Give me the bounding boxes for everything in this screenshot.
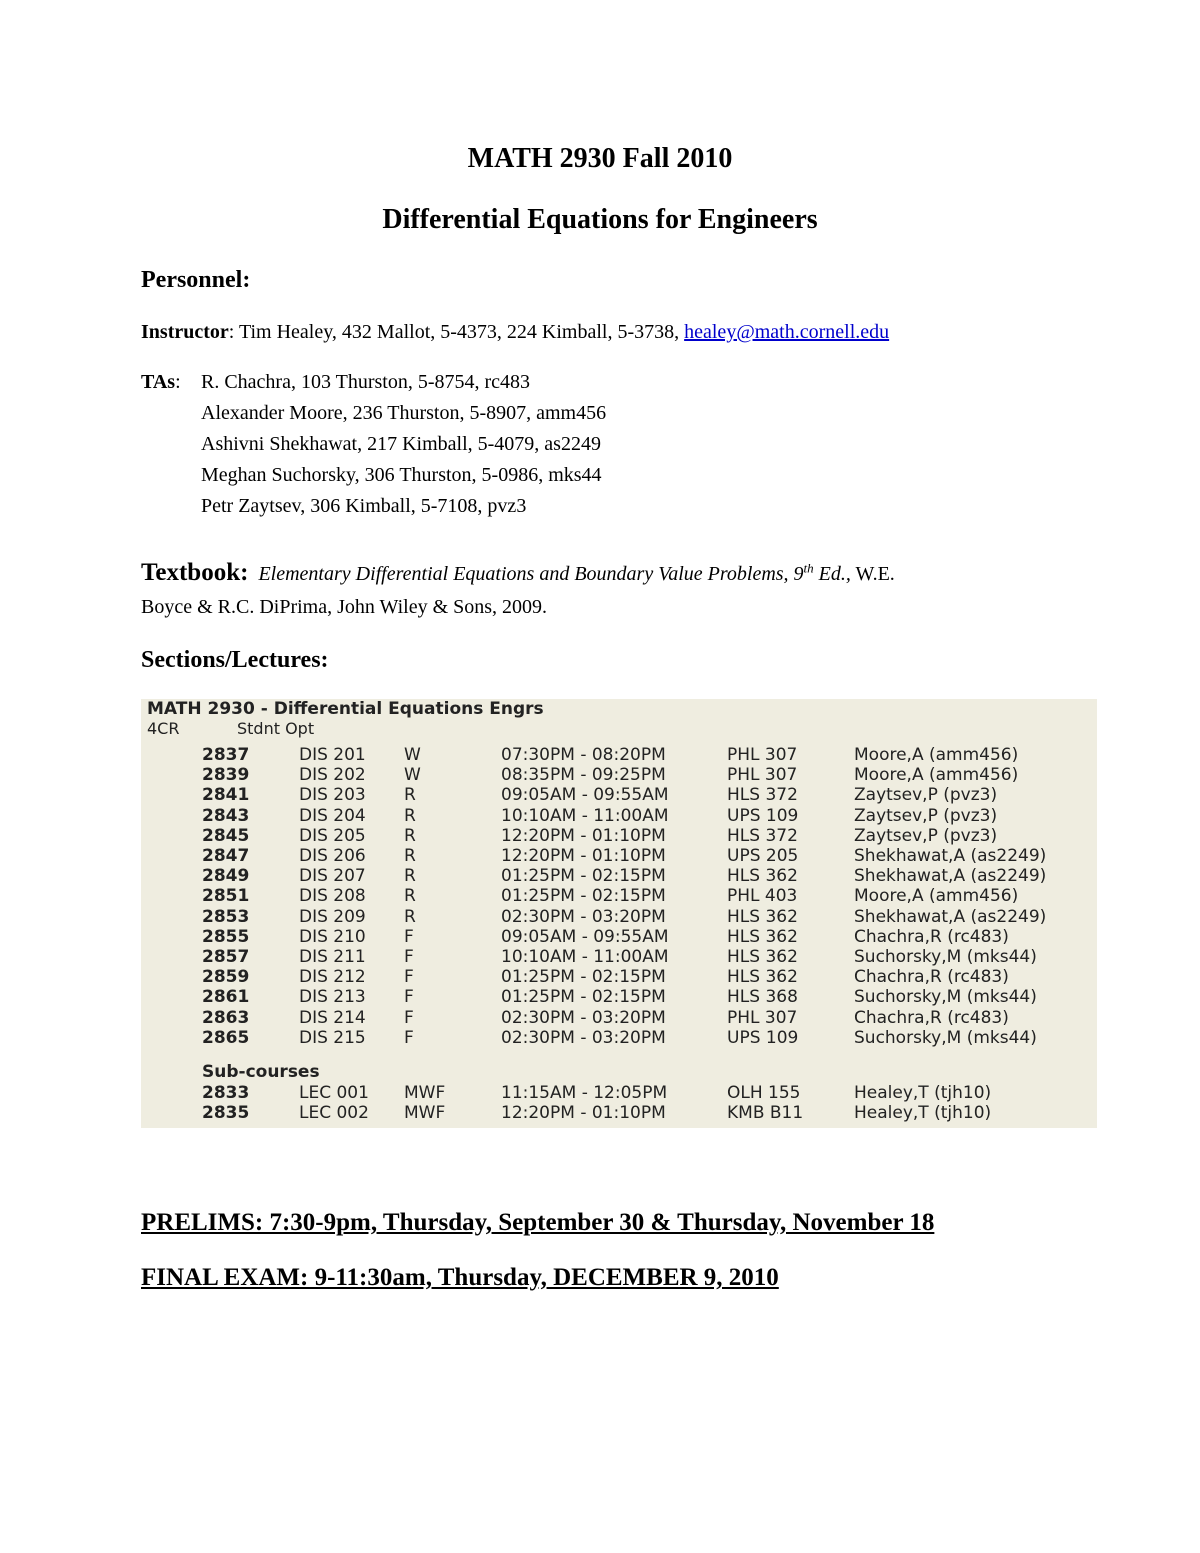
section-time: 02:30PM - 03:20PM — [501, 1027, 666, 1048]
section-row — [141, 947, 1097, 967]
sections-heading: Sections/Lectures: — [141, 647, 329, 673]
section-type: DIS 215 — [299, 1027, 366, 1048]
instructor-label: Instructor — [141, 321, 229, 343]
section-days: F — [404, 1007, 414, 1028]
section-days: R — [404, 866, 416, 887]
section-row — [141, 987, 1097, 1007]
section-instructor: Moore,A (amm456) — [854, 745, 1019, 765]
tas-label: TAs — [141, 371, 176, 393]
section-number: 2863 — [202, 1007, 250, 1028]
section-time: 10:10AM - 11:00AM — [501, 805, 669, 826]
section-room: UPS 109 — [727, 805, 799, 826]
section-instructor: Moore,A (amm456) — [854, 765, 1019, 786]
ta-item: Alexander Moore, 236 Thurston, 5-8907, amm456 — [201, 402, 607, 424]
grade-option-label: Stdnt Opt — [237, 719, 315, 738]
section-room: UPS 109 — [727, 1027, 799, 1048]
tas-colon: : — [175, 371, 181, 393]
section-type: DIS 201 — [299, 745, 366, 765]
section-number: 2849 — [202, 866, 250, 887]
section-instructor: Shekhawat,A (as2249) — [854, 866, 1047, 887]
tas-label-line — [141, 371, 181, 394]
section-days: R — [404, 846, 416, 866]
section-type: DIS 208 — [299, 886, 366, 907]
section-row — [141, 907, 1097, 927]
section-time: 01:25PM - 02:15PM — [501, 987, 666, 1008]
section-room: KMB B11 — [727, 1103, 804, 1124]
ta-item: Ashivni Shekhawat, 217 Kimball, 5-4079, as2249 — [201, 433, 601, 455]
section-type: DIS 204 — [299, 805, 366, 826]
section-room: PHL 307 — [727, 1007, 798, 1028]
ta-item: Petr Zaytsev, 306 Kimball, 5-7108, pvz3 — [201, 495, 527, 517]
instructor-line — [141, 321, 889, 344]
section-row — [141, 886, 1097, 906]
textbook-label: Textbook: — [141, 559, 249, 586]
section-number: 2861 — [202, 987, 250, 1008]
section-row — [141, 1028, 1097, 1048]
section-room: HLS 372 — [727, 785, 798, 806]
section-instructor: Zaytsev,P (pvz3) — [854, 825, 998, 846]
section-days: R — [404, 906, 416, 927]
section-row — [141, 967, 1097, 987]
section-type: LEC 001 — [299, 1083, 369, 1103]
final-exam-notice: FINAL EXAM: 9-11:30am, Thursday, DECEMBER 9, 2010 — [141, 1264, 779, 1291]
section-instructor: Chachra,R (rc483) — [854, 926, 1009, 947]
section-instructor: Suchorsky,M (mks44) — [854, 947, 1037, 967]
section-instructor: Chachra,R (rc483) — [854, 967, 1009, 988]
section-number: 2835 — [202, 1103, 250, 1124]
section-instructor: Moore,A (amm456) — [854, 886, 1019, 907]
section-time: 08:35PM - 09:25PM — [501, 765, 666, 786]
section-number: 2847 — [202, 846, 250, 866]
section-instructor: Suchorsky,M (mks44) — [854, 987, 1037, 1008]
section-room: HLS 372 — [727, 825, 798, 846]
section-time: 09:05AM - 09:55AM — [501, 785, 669, 806]
section-days: F — [404, 1027, 414, 1048]
section-room: HLS 362 — [727, 947, 798, 967]
prelims-notice: PRELIMS: 7:30-9pm, Thursday, September 30 & Thursday, November 18 — [141, 1209, 935, 1236]
textbook-publisher: Boyce & R.C. DiPrima, John Wiley & Sons, 2009. — [141, 596, 548, 618]
section-number: 2853 — [202, 906, 250, 927]
page-title: MATH 2930 Fall 2010 — [467, 143, 733, 174]
section-days: W — [404, 765, 421, 786]
section-days: MWF — [404, 1103, 446, 1124]
section-number: 2851 — [202, 886, 250, 907]
section-row — [141, 765, 1097, 785]
section-time: 10:10AM - 11:00AM — [501, 947, 669, 967]
section-room: HLS 362 — [727, 906, 798, 927]
section-instructor: Shekhawat,A (as2249) — [854, 906, 1047, 927]
section-room: HLS 362 — [727, 967, 798, 988]
textbook-line — [141, 559, 895, 587]
section-time: 11:15AM - 12:05PM — [501, 1083, 668, 1103]
ta-item: R. Chachra, 103 Thurston, 5-8754, rc483 — [201, 371, 531, 393]
section-instructor: Chachra,R (rc483) — [854, 1007, 1009, 1028]
ta-item: Meghan Suchorsky, 306 Thurston, 5-0986, mks44 — [201, 464, 602, 486]
section-type: DIS 213 — [299, 987, 366, 1008]
section-row — [141, 927, 1097, 947]
section-row — [141, 785, 1097, 805]
section-type: DIS 212 — [299, 967, 366, 988]
schedule-panel — [141, 699, 1097, 1128]
section-time: 02:30PM - 03:20PM — [501, 1007, 666, 1028]
instructor-details: : Tim Healey, 432 Mallot, 5-4373, 224 Kimball, 5-3738, — [228, 321, 685, 343]
section-type: DIS 207 — [299, 866, 366, 887]
section-days: F — [404, 987, 414, 1008]
section-days: W — [404, 745, 421, 765]
section-row — [141, 1083, 1097, 1103]
section-room: PHL 403 — [727, 886, 798, 907]
section-instructor: Zaytsev,P (pvz3) — [854, 785, 998, 806]
section-time: 01:25PM - 02:15PM — [501, 967, 666, 988]
section-room: HLS 362 — [727, 866, 798, 887]
section-type: DIS 211 — [299, 947, 366, 967]
section-type: DIS 203 — [299, 785, 366, 806]
personnel-heading: Personnel: — [141, 267, 251, 293]
section-type: DIS 202 — [299, 765, 366, 786]
section-time: 12:20PM - 01:10PM — [501, 1103, 666, 1124]
section-type: DIS 214 — [299, 1007, 366, 1028]
section-days: R — [404, 785, 416, 806]
instructor-email-link[interactable]: healey@math.cornell.edu — [684, 321, 890, 343]
section-instructor: Suchorsky,M (mks44) — [854, 1027, 1037, 1048]
section-row — [141, 846, 1097, 866]
section-time: 12:20PM - 01:10PM — [501, 846, 666, 866]
section-type: DIS 205 — [299, 825, 366, 846]
section-days: MWF — [404, 1083, 446, 1103]
textbook-title: Elementary Differential Equations and Boundary Value Problems, 9th Ed., — [258, 560, 851, 585]
section-row — [141, 1008, 1097, 1028]
section-days: R — [404, 805, 416, 826]
section-time: 09:05AM - 09:55AM — [501, 926, 669, 947]
section-time: 01:25PM - 02:15PM — [501, 866, 666, 887]
section-row — [141, 1103, 1097, 1123]
section-days: R — [404, 886, 416, 907]
section-room: HLS 362 — [727, 926, 798, 947]
section-instructor: Healey,T (tjh10) — [854, 1103, 992, 1124]
section-instructor: Shekhawat,A (as2249) — [854, 846, 1047, 866]
section-row — [141, 806, 1097, 826]
section-number: 2845 — [202, 825, 250, 846]
section-row — [141, 826, 1097, 846]
section-number: 2857 — [202, 947, 250, 967]
section-number: 2841 — [202, 785, 250, 806]
section-row — [141, 745, 1097, 765]
section-type: DIS 209 — [299, 906, 366, 927]
section-number: 2843 — [202, 805, 250, 826]
section-days: F — [404, 947, 414, 967]
page-subtitle: Differential Equations for Engineers — [382, 204, 818, 235]
section-type: DIS 206 — [299, 846, 366, 866]
section-row — [141, 866, 1097, 886]
subcourses-label: Sub-courses — [202, 1062, 320, 1082]
section-type: LEC 002 — [299, 1103, 369, 1124]
section-instructor: Healey,T (tjh10) — [854, 1083, 992, 1103]
section-room: HLS 368 — [727, 987, 798, 1008]
section-room: PHL 307 — [727, 765, 798, 786]
section-number: 2855 — [202, 926, 250, 947]
section-instructor: Zaytsev,P (pvz3) — [854, 805, 998, 826]
section-number: 2865 — [202, 1027, 250, 1048]
section-type: DIS 210 — [299, 926, 366, 947]
section-number: 2837 — [202, 745, 250, 765]
section-time: 12:20PM - 01:10PM — [501, 825, 666, 846]
section-time: 07:30PM - 08:20PM — [501, 745, 666, 765]
section-time: 01:25PM - 02:15PM — [501, 886, 666, 907]
section-room: OLH 155 — [727, 1083, 801, 1103]
section-days: F — [404, 926, 414, 947]
section-room: UPS 205 — [727, 846, 799, 866]
credits-label: 4CR — [147, 719, 180, 738]
course-header: MATH 2930 - Differential Equations Engrs — [147, 699, 544, 719]
section-number: 2833 — [202, 1083, 250, 1103]
section-number: 2859 — [202, 967, 250, 988]
section-days: F — [404, 967, 414, 988]
textbook-authors: W.E. — [850, 563, 895, 585]
section-room: PHL 307 — [727, 745, 798, 765]
section-number: 2839 — [202, 765, 250, 786]
section-time: 02:30PM - 03:20PM — [501, 906, 666, 927]
section-days: R — [404, 825, 416, 846]
